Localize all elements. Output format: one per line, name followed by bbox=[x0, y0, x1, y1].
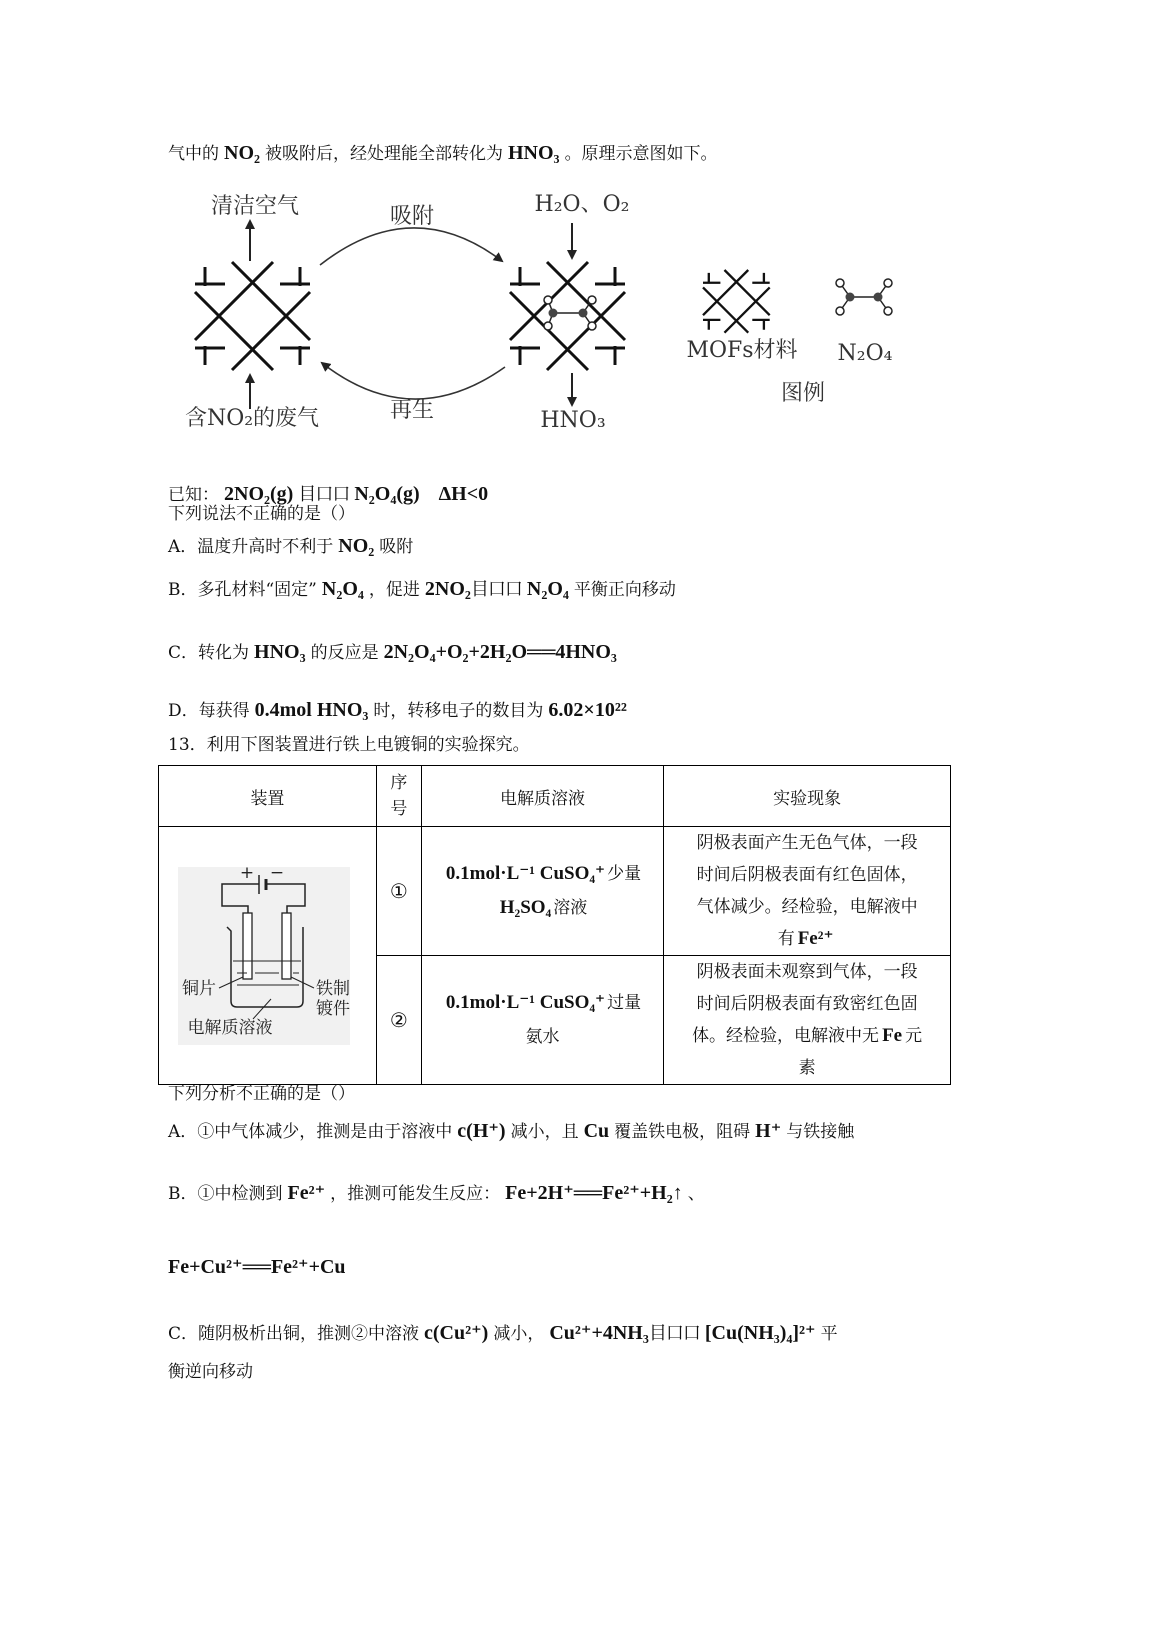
solution-text: 过量 bbox=[607, 993, 642, 1013]
option-text: D．每获得 bbox=[168, 701, 250, 721]
table-row bbox=[159, 827, 951, 956]
q12-option-b bbox=[168, 575, 676, 603]
formula-hno3: HNO₃ bbox=[508, 142, 560, 164]
option-text: C．随阴极析出铜，推测②中溶液 bbox=[168, 1324, 420, 1344]
q12-option-c bbox=[168, 638, 622, 666]
row-id: ① bbox=[376, 827, 421, 956]
lattice-path bbox=[703, 270, 770, 333]
mofs-lattice-left bbox=[195, 262, 310, 370]
formula: 0.1mol·L⁻¹ CuSO₄⁺ bbox=[445, 992, 606, 1013]
formula: Cu²⁺+4NH₃ bbox=[549, 1322, 649, 1344]
complex-ion: [Cu(NH₃)₄]²⁺ bbox=[704, 1322, 816, 1344]
intro-text: 被吸附后，经处理能全部转化为 bbox=[265, 144, 503, 164]
option-text: B．①中检测到 bbox=[168, 1184, 283, 1204]
waste-gas-label: 含NO₂的废气 bbox=[184, 406, 320, 431]
adsorb-label: 吸附 bbox=[389, 204, 435, 229]
adsorb-arrow bbox=[320, 228, 502, 265]
phenomenon-text: 有 bbox=[777, 929, 795, 949]
lattice-path bbox=[510, 262, 625, 370]
formula-right: N₂O₄(g) bbox=[354, 483, 420, 505]
formula: 2NO₂ bbox=[424, 578, 471, 600]
phenomenon-line bbox=[668, 923, 946, 955]
phenomenon-line: 时间后阴极表面有致密红色固 bbox=[696, 994, 918, 1014]
battery-minus-label: − bbox=[269, 862, 285, 883]
clean-air-label: 清洁空气 bbox=[210, 194, 300, 219]
solution-line: 氨水 bbox=[525, 1027, 560, 1047]
product-label: HNO₃ bbox=[540, 408, 606, 433]
regen-label: 再生 bbox=[389, 398, 435, 423]
formula: Fe²⁺ bbox=[287, 1182, 326, 1204]
phenomenon-line: 时间后阴极表面有红色固体， bbox=[696, 865, 918, 885]
option-text: A．①中气体减少，推测是由于溶液中 bbox=[168, 1122, 453, 1142]
formula: HNO₃ bbox=[254, 641, 306, 663]
equilibrium-arrow-glyph: 目口口 bbox=[470, 579, 522, 600]
formula-no2: NO₂ bbox=[224, 142, 260, 164]
q13-stem: 下列分析不正确的是（） bbox=[168, 1084, 355, 1104]
legend-mofs-label: MOFs材料 bbox=[686, 338, 798, 363]
option-text: 覆盖铁电极，阻碍 bbox=[614, 1122, 751, 1142]
option-text: 时，转移电子的数目为 bbox=[373, 701, 544, 721]
intro-text: 气中的 bbox=[168, 144, 219, 164]
formula: Fe²⁺ bbox=[797, 928, 834, 949]
legend-mofs-icon bbox=[703, 270, 770, 333]
q13-option-c bbox=[168, 1319, 838, 1347]
formula: 0.1mol·L⁻¹ CuSO₄⁺ bbox=[445, 863, 606, 884]
q13-title: 13．利用下图装置进行铁上电镀铜的实验探究。 bbox=[168, 735, 530, 755]
header-seq-1: 序 bbox=[390, 773, 408, 793]
option-text: 吸附 bbox=[379, 537, 414, 557]
table-header-row bbox=[159, 766, 951, 827]
option-text: A．温度升高时不利于 bbox=[168, 537, 334, 557]
option-text: 与铁接触 bbox=[786, 1122, 855, 1142]
option-text: 的反应是 bbox=[310, 643, 379, 663]
header-solution: 电解质溶液 bbox=[421, 766, 663, 827]
phenomenon-cell bbox=[664, 827, 951, 956]
q13-option-b-line2 bbox=[168, 1253, 351, 1281]
phenomenon-line bbox=[668, 1020, 946, 1052]
experiment-table bbox=[158, 765, 951, 1085]
solution-text: 少量 bbox=[607, 864, 642, 884]
q12-option-a bbox=[168, 532, 413, 560]
lattice-path bbox=[195, 262, 310, 370]
intro-text: 。原理示意图如下。 bbox=[564, 144, 718, 164]
battery-plus-label: + bbox=[239, 862, 255, 883]
enthalpy: ΔH<0 bbox=[438, 483, 489, 505]
formula: H⁺ bbox=[755, 1120, 782, 1142]
formula: NO₂ bbox=[338, 535, 375, 557]
option-text: 平 bbox=[820, 1324, 838, 1344]
option-text: B．多孔材料“固定” bbox=[168, 580, 317, 600]
formula: N₂O₄ bbox=[526, 578, 569, 600]
solution-line bbox=[426, 891, 659, 925]
legend-title: 图例 bbox=[780, 381, 826, 406]
q13-option-b bbox=[168, 1179, 705, 1207]
phenomenon-line: 阴极表面未观察到气体，一段 bbox=[696, 962, 918, 982]
regen-arrow bbox=[322, 363, 505, 399]
q13-option-c-line2: 衡逆向移动 bbox=[168, 1362, 253, 1382]
formula: 0.4mol HNO₃ bbox=[254, 699, 369, 721]
q12-stem: 下列说法不正确的是（） bbox=[168, 504, 355, 524]
formula: Fe bbox=[882, 1025, 903, 1046]
mofs-lattice-right bbox=[510, 262, 625, 370]
adsorbed-n2o4-molecule bbox=[544, 296, 596, 330]
header-phenomenon: 实验现象 bbox=[664, 766, 951, 827]
formula: Cu bbox=[583, 1120, 610, 1142]
solution-cell bbox=[421, 827, 663, 956]
option-text: ，推测可能发生反应： bbox=[330, 1184, 501, 1204]
intro-line bbox=[168, 139, 718, 167]
equilibrium-arrow-glyph: 目口口 bbox=[648, 1323, 700, 1344]
electroplating-apparatus bbox=[175, 861, 360, 1046]
option-text: 减小， bbox=[493, 1324, 545, 1344]
copper-plate-label: 铜片 bbox=[181, 978, 216, 999]
header-seq-2: 号 bbox=[390, 799, 408, 819]
header-device: 装置 bbox=[159, 766, 377, 827]
known-label: 已知： bbox=[168, 485, 219, 505]
iron-part-label-1: 铁制 bbox=[315, 978, 350, 999]
iron-electrode bbox=[282, 913, 291, 979]
option-text: 减小，且 bbox=[510, 1122, 579, 1142]
solution-line bbox=[426, 986, 659, 1020]
phenomenon-line: 阴极表面产生无色气体，一段 bbox=[696, 833, 918, 853]
legend-n2o4-label: N₂O₄ bbox=[837, 341, 893, 366]
phenomenon-text: 体。经检验，电解液中无 bbox=[692, 1026, 880, 1046]
formula: c(H⁺) bbox=[457, 1120, 506, 1142]
q13-option-a bbox=[168, 1117, 854, 1145]
reaction-equation: 2N₂O₄+O₂+2H₂O══4HNO₃ bbox=[383, 641, 617, 663]
iron-part-label-2: 镀件 bbox=[315, 998, 350, 1019]
principle-diagram bbox=[170, 185, 910, 445]
option-text: ，促进 bbox=[368, 580, 420, 600]
copper-electrode bbox=[243, 913, 252, 979]
reaction-equation: Fe+Cu²⁺══Fe²⁺+Cu bbox=[168, 1256, 346, 1278]
phenomenon-cell bbox=[664, 956, 951, 1085]
formula: H₂SO₄ bbox=[499, 897, 552, 918]
header-seq bbox=[376, 766, 421, 827]
q12-option-d bbox=[168, 696, 632, 724]
apparatus-cell bbox=[159, 827, 377, 1085]
solution-line bbox=[426, 857, 659, 891]
option-text: 平衡正向移动 bbox=[573, 580, 676, 600]
reagents-label: H₂O、O₂ bbox=[534, 192, 630, 217]
electrolyte-label: 电解质溶液 bbox=[187, 1017, 273, 1038]
equilibrium-arrow-glyph: 目口口 bbox=[298, 484, 350, 505]
solution-text: 溶液 bbox=[553, 898, 588, 918]
formula-left: 2NO₂(g) bbox=[224, 483, 294, 505]
row-id: ② bbox=[376, 956, 421, 1085]
option-text: 、 bbox=[687, 1184, 705, 1204]
formula: N₂O₄ bbox=[321, 578, 364, 600]
number-value: 6.02×10²² bbox=[548, 699, 627, 721]
phenomenon-text: 元 bbox=[905, 1026, 923, 1046]
option-text: C．转化为 bbox=[168, 643, 250, 663]
phenomenon-line: 素 bbox=[798, 1058, 816, 1078]
phenomenon-line: 气体减少。经检验，电解液中 bbox=[696, 897, 918, 917]
formula: c(Cu²⁺) bbox=[424, 1322, 489, 1344]
solution-cell bbox=[421, 956, 663, 1085]
legend-n2o4-icon bbox=[836, 279, 892, 315]
reaction-equation: Fe+2H⁺══Fe²⁺+H₂↑ bbox=[505, 1182, 683, 1204]
